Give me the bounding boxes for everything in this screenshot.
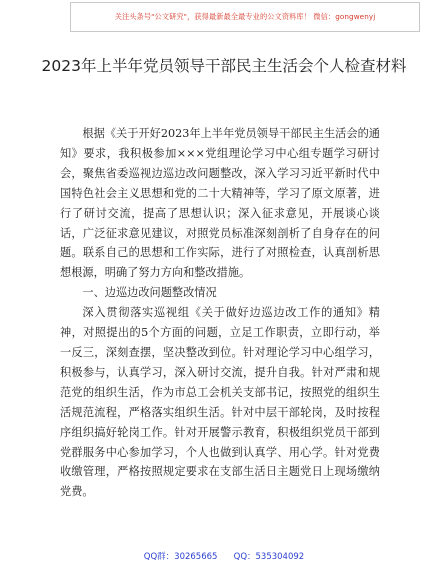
- document-title: 2023年上半年党员领导干部民主生活会个人检查材料: [41, 57, 407, 75]
- intro-paragraph: 根据《关于开好2023年上半年党员领导干部民主生活会的通知》要求，我积极参加×××党组理论学习中心组专题学习研讨会，聚焦省委巡视边巡边改问题整改，深入学习习近平新时代中国特色社会主义思想和党的二十大精神等，学习了原文原著，进行了研讨交流，提高了思想认识；深入征求意见，开展谈心谈话，广泛征求意见建议，对照党员标准深刻剖析了自身存在的问题。联系自己的思想和工作实际，进行了对照检查，认真剖析思想根源，明确了努力方向和整改措施。: [60, 127, 380, 280]
- banner-text: 关注头条号"公文研究"，获得最新最全最专业的公文资料库！ 微信：gongwenyj: [114, 12, 376, 21]
- section-heading: 一、边巡边改问题整改情况: [82, 286, 217, 300]
- footer-contact: QQ群：30265665 QQ：535304092: [143, 552, 305, 562]
- header-banner: [70, 2, 420, 32]
- document-body: [60, 124, 380, 502]
- section-paragraph: 深入贯彻落实巡视组《关于做好边巡边改工作的通知》精神，对照提出的5个方面的问题，立足工作职责，立即行动，举一反三，深刻查摆，坚决整改到位。针对理论学习中心组学习，积极参与，认真学习，深入研讨交流，提升自我。针对严肃和规范党的组织生活，作为市总工会机关支部书记，按照党的组织生活规范流程，严格落实组织生活。针对中层干部轮岗，及时按程序组织搞好轮岗工作。针对开展警示教育，积极组织党员干部到党群服务中心参加学习，个人也做到认真学、用心学。针对党费收缴管理，严格按照规定要求在支部生活日主题党日上现场缴纳党费。: [60, 306, 380, 499]
